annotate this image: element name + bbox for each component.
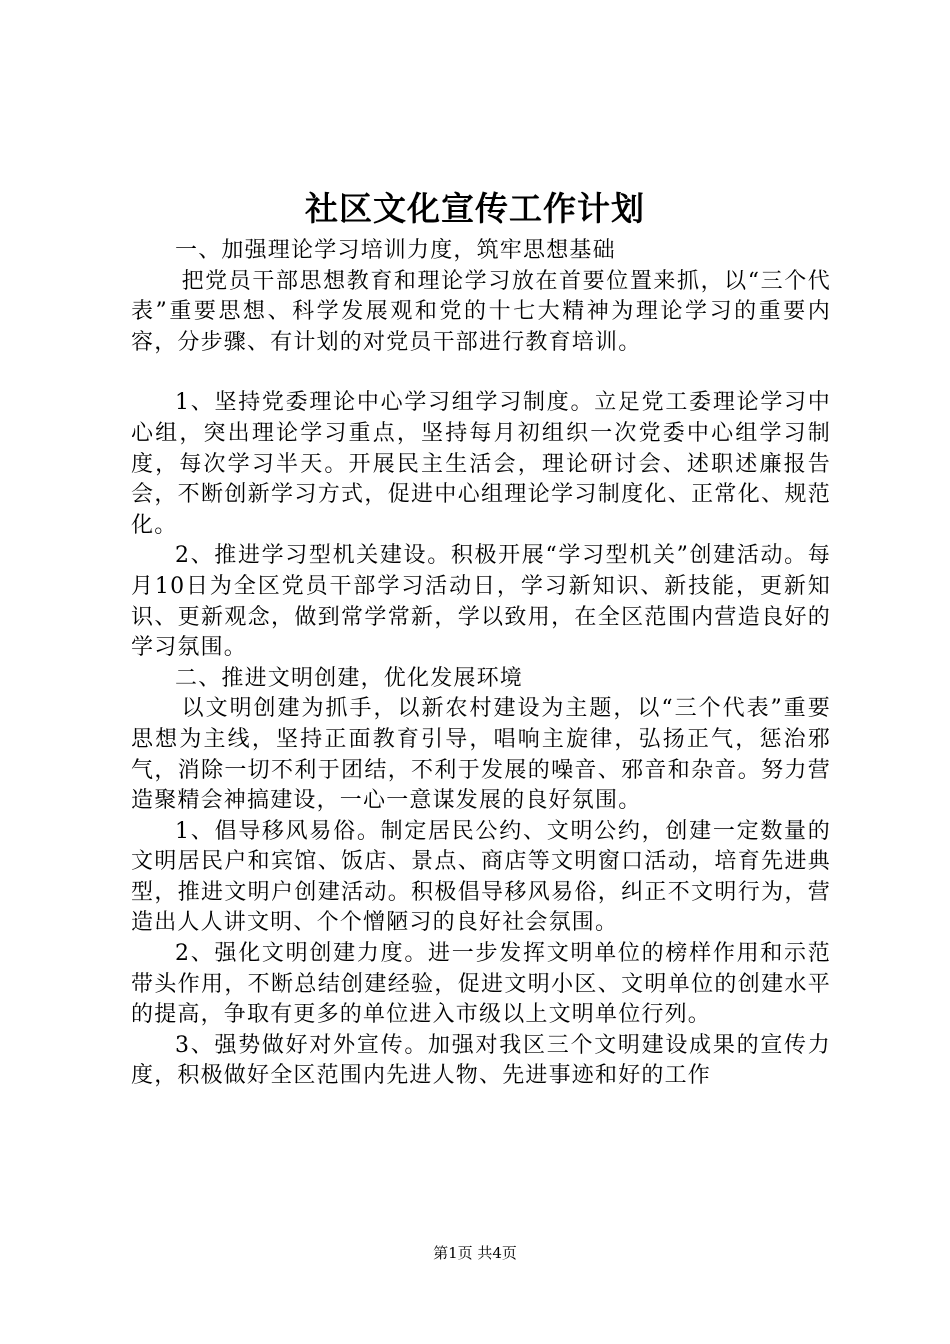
document-title: 社区文化宣传工作计划 [305, 189, 645, 228]
paragraph-3: 2、推进学习型机关建设。积极开展“学习型机关”创建活动。每月10日为全区党员干部学习活动日，学习新知识、新技能，更新知识、更新观念，做到常学常新，学以致用，在全区范围内营造良好的学习氛围。 [131, 543, 831, 661]
section-heading-2: 二、推进文明创建，优化发展环境 [175, 665, 524, 691]
document-body [131, 236, 831, 1092]
page-footer: 第1页 共4页 [433, 1244, 517, 1262]
section-heading-1: 一、加强理论学习培训力度，筑牢思想基础 [175, 238, 616, 263]
paragraph-6: 2、强化文明创建力度。进一步发挥文明单位的榜样作用和示范带头作用，不断总结创建经验，促进文明小区、文明单位的创建水平的提高，争取有更多的单位进入市级以上文明单位行列。 [131, 941, 831, 1028]
paragraph-5: 1、倡导移风易俗。制定居民公约、文明公约，创建一定数量的文明居民户和宾馆、饭店、景点、商店等文明窗口活动，培育先进典型，推进文明户创建活动。积极倡导移风易俗，纠正不文明行为，营造出人人讲文明、个个憎陋习的良好社会氛围。 [131, 818, 831, 936]
paragraph-7: 3、强势做好对外宣传。加强对我区三个文明建设成果的宣传力度，积极做好全区范围内先进人物、先进事迹和好的工作 [131, 1032, 831, 1089]
paragraph-4: 以文明创建为抓手，以新农村建设为主题，以“三个代表”重要思想为主线，坚持正面教育引导，唱响主旋律，弘扬正气，惩治邪气，消除一切不利于团结，不利于发展的噪音、邪音和杂音。努力营造聚精会神搞建设，一心一意谋发展的良好氛围。 [131, 696, 831, 814]
paragraph-1: 把党员干部思想教育和理论学习放在首要位置来抓，以“三个代表”重要思想、科学发展观和党的十七大精神为理论学习的重要内容，分步骤、有计划的对党员干部进行教育培训。 [131, 268, 831, 355]
paragraph-2: 1、坚持党委理论中心学习组学习制度。立足党工委理论学习中心组，突出理论学习重点，坚持每月初组织一次党委中心组学习制度，每次学习半天。开展民主生活会，理论研讨会、述职述廉报告会，不断创新学习方式，促进中心组理论学习制度化、正常化、规范化。 [131, 390, 831, 538]
